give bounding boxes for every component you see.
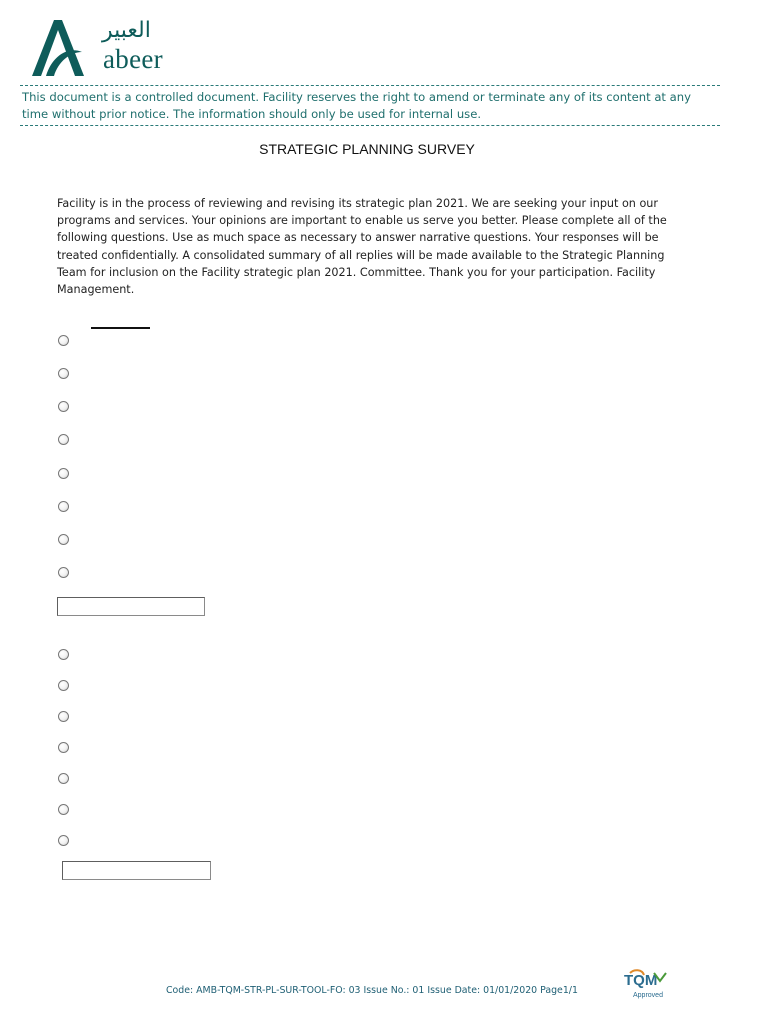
- q1-option-radio[interactable]: [58, 434, 69, 445]
- q1-option-radio[interactable]: [58, 468, 69, 479]
- q1-option-radio[interactable]: [58, 368, 69, 379]
- q1-option-radio[interactable]: [58, 401, 69, 412]
- q1-other-input[interactable]: [57, 597, 205, 616]
- q2-other-input[interactable]: [62, 861, 211, 880]
- question-label-underline: [91, 327, 150, 329]
- q2-option-radio[interactable]: [58, 773, 69, 784]
- tqm-badge-main-text: TQM: [624, 972, 658, 989]
- tqm-badge-sub-text: Approved: [633, 992, 663, 999]
- logo-latin-text: abeer: [103, 44, 163, 74]
- logo-arabic-text: العبير: [102, 18, 151, 43]
- q1-option-radio[interactable]: [58, 501, 69, 512]
- intro-paragraph: Facility is in the process of reviewing and revising its strategic plan 2021. We are seeking your input on our programs and services. Your opinions are important to enable us serve you better. Please complete all of the following questions. Use as much space as necessary to answer narrative questions. Your responses will be treated confidentially. A consolidated summary of all replies will be made available to the Strategic Planning Team for inclusion on the Facility strategic plan 2021. Committee. Thank you for your participation. Facility Management.: [57, 197, 667, 297]
- q2-option-radio[interactable]: [58, 804, 69, 815]
- q2-option-radio[interactable]: [58, 835, 69, 846]
- q1-option-radio[interactable]: [58, 567, 69, 578]
- q2-option-radio[interactable]: [58, 711, 69, 722]
- q2-option-radio[interactable]: [58, 680, 69, 691]
- controlled-document-notice: This document is a controlled document. Facility reserves the right to amend or terminate any of its content at any time without prior notice. The information should only be used for internal use.: [20, 85, 720, 126]
- q2-option-radio[interactable]: [58, 742, 69, 753]
- q1-option-radio[interactable]: [58, 534, 69, 545]
- q2-option-radio[interactable]: [58, 649, 69, 660]
- document-code-footer: Code: AMB-TQM-STR-PL-SUR-TOOL-FO: 03 Issue No.: 01 Issue Date: 01/01/2020 Page1/1: [166, 985, 578, 996]
- page-title: STRATEGIC PLANNING SURVEY: [259, 141, 475, 157]
- tqm-approved-badge: [624, 967, 674, 1001]
- q1-option-radio[interactable]: [58, 335, 69, 346]
